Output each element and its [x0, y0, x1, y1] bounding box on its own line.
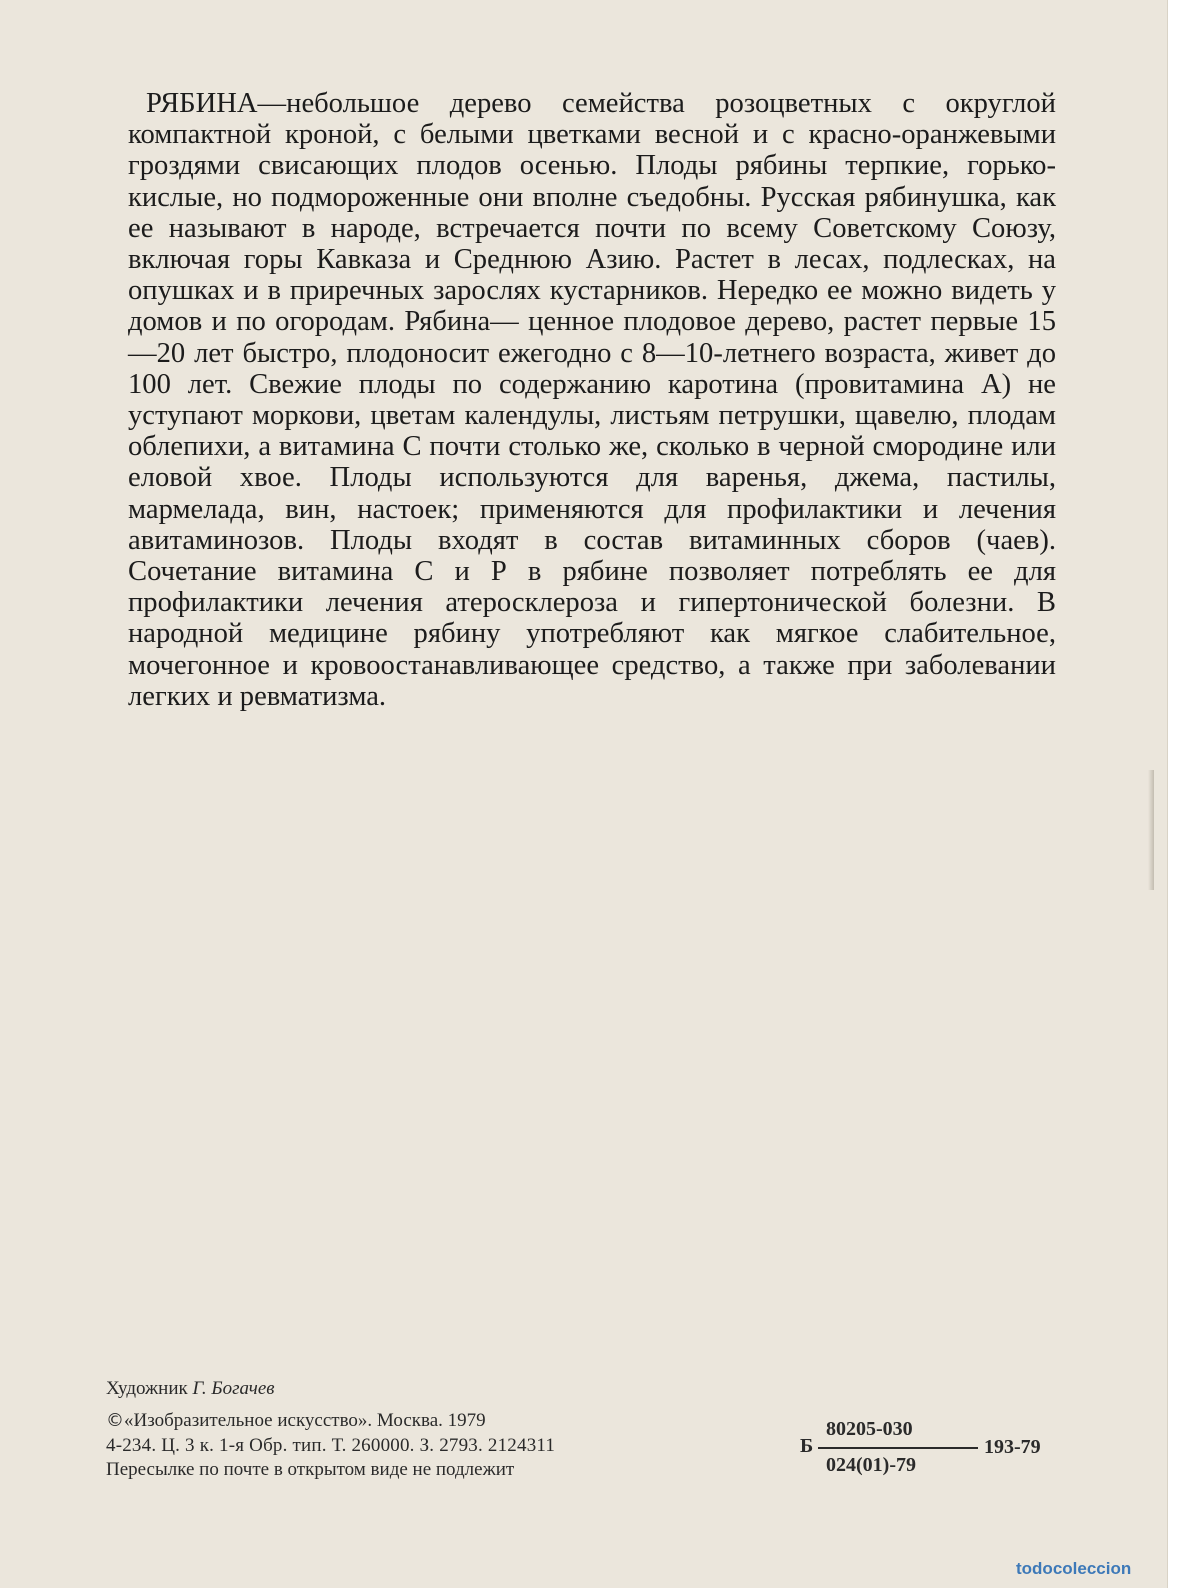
print-info: 4-234. Ц. 3 к. 1-я Обр. тип. Т. 260000. З. 2793. 2124311 [106, 1435, 556, 1456]
catalog-numerator: 80205-030 [826, 1418, 913, 1440]
watermark: todocoleccion [1016, 1559, 1132, 1578]
artist-credit [106, 1378, 275, 1400]
catalog-fraction-line [818, 1447, 978, 1449]
article-heading: РЯБИНА [146, 88, 258, 119]
copyright-sign: © [106, 1410, 124, 1431]
page-edge-shadow [1148, 770, 1154, 890]
artist-name: Г. Богачев [192, 1378, 275, 1399]
catalog-index [800, 1414, 1060, 1474]
catalog-code: 193-79 [984, 1436, 1041, 1458]
artist-label: Художник [106, 1378, 188, 1399]
publisher-copyright [106, 1410, 486, 1432]
mail-note: Пересылке по почте в открытом виде не подлежит [106, 1459, 515, 1480]
catalog-denominator: 024(01)-79 [826, 1454, 916, 1476]
copyright-text: «Изобразительное искусство». Москва. 1979 [124, 1410, 486, 1431]
article-body: —небольшое дерево семейства розоцветных с округлой компактной кроной, с белыми цветками весной и с красно-оранжевыми гроздями свисающих плодов осенью. Плоды рябины терпкие, горько-кислые, но подмороженные они вполне съедобны. Русская рябинушка, как ее называют в народе, встречается почти по всему Советскому Союзу, включая горы Кавказа и Среднюю Азию. Растет в лесах, подлесках, на опушках и в приречных зарослях кустарников. Нередко ее можно видеть у домов и по огородам. Рябина— ценное плодовое дерево, растет первые 15—20 лет быстро, плодоносит ежегодно с 8—10-летнего возраста, живет до 100 лет. Свежие плоды по содержанию каротина (провитамина А) не уступают моркови, цветам календулы, листьям петрушки, щавелю, плодам облепихи, а витамина С почти столько же, сколько в черной смородине или еловой хвое. Плоды используются для варенья, джема, пастилы, мармелада, вин, настоек; применяются для профилактики и лечения авитаминозов. Плоды входят в состав витаминных сборов (чаев). Сочетание витамина С и Р в рябине позволяет потреблять ее для профилактики лечения атеросклероза и гипертонической болезни. В народной медицине рябину употребляют как мягкое слабительное, мочегонное и кровоостанавливающее средство, а также при заболевании легких и ревматизма. [128, 88, 1056, 712]
article-text [128, 88, 1056, 712]
catalog-prefix: Б [800, 1435, 814, 1457]
